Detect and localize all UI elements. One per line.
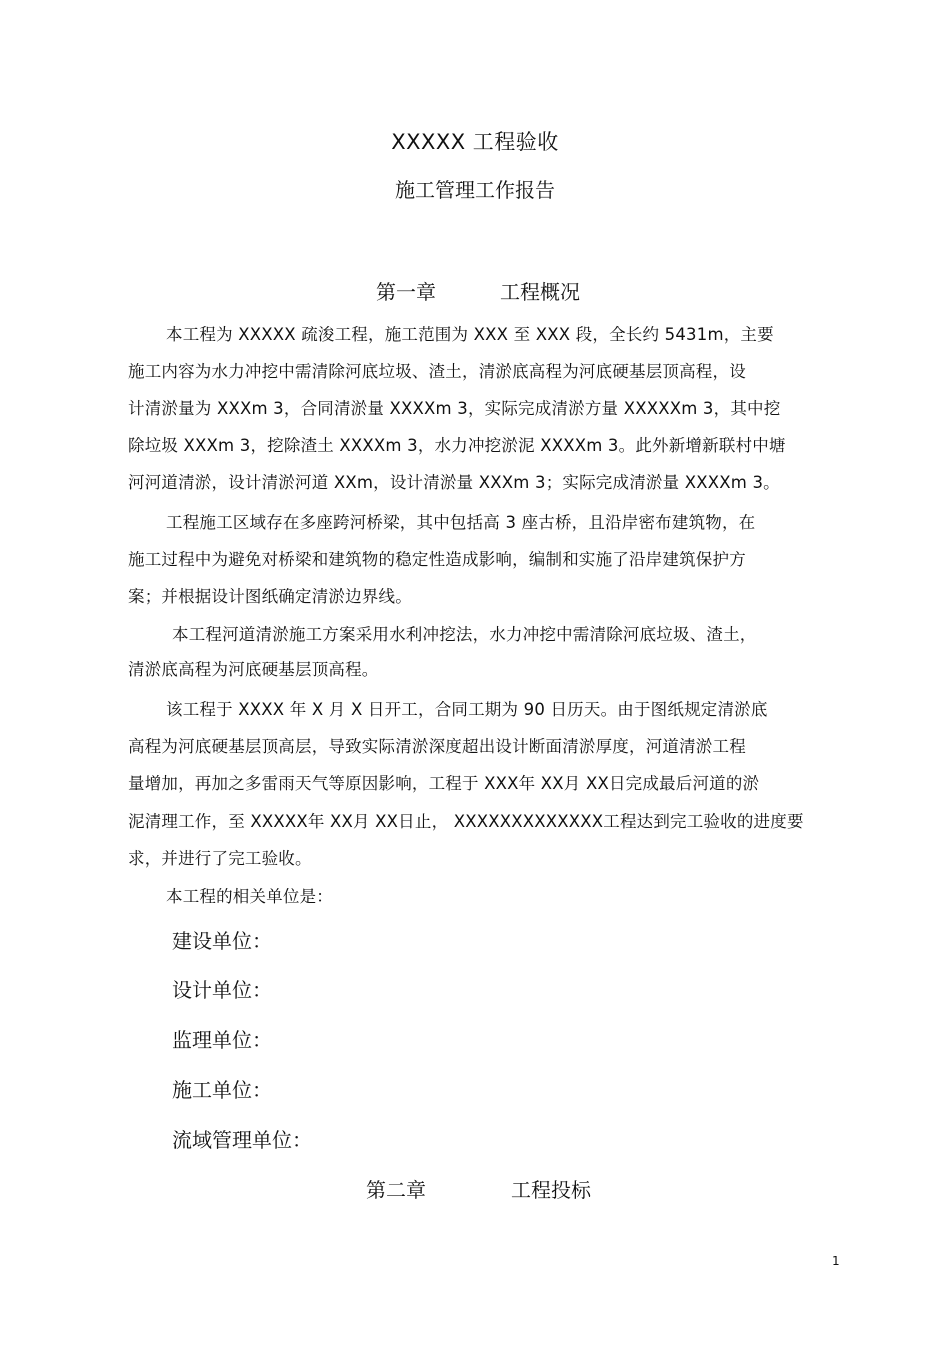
paragraph-1-line-2: 施工内容为水力冲挖中需清除河底垃圾、渣土，清淤底高程为河底硬基层顶高程，设 [128, 362, 746, 381]
page-number: 1 [832, 1254, 840, 1268]
chapter-1-title: 工程概况 [500, 280, 580, 304]
unit-construction-owner: 建设单位： [172, 929, 272, 953]
paragraph-3-line-1: 本工程河道清淤施工方案采用水利冲挖法，水力冲挖中需清除河底垃圾、渣土， [172, 625, 757, 644]
paragraph-1-line-4: 除垃圾 XXXm 3，挖除渣土 XXXXm 3，水力冲挖淤泥 XXXXm 3。此外新增新联村中塘 [128, 436, 786, 455]
document-subtitle: 施工管理工作报告 [395, 178, 555, 202]
unit-basin-management: 流域管理单位： [172, 1128, 312, 1152]
paragraph-4-line-4: 泥清理工作，至 XXXXX年 XX月 XX日止， XXXXXXXXXXXXX工程达到完工验收的进度要 [128, 812, 804, 831]
unit-design: 设计单位： [172, 978, 272, 1002]
unit-supervision: 监理单位： [172, 1028, 272, 1052]
paragraph-4-line-1: 该工程于 XXXX 年 X 月 X 日开工，合同工期为 90 日历天。由于图纸规定清淤底 [166, 700, 768, 719]
paragraph-3-line-2: 清淤底高程为河底硬基层顶高程。 [128, 660, 379, 679]
paragraph-2-line-2: 施工过程中为避免对桥梁和建筑物的稳定性造成影响，编制和实施了沿岸建筑保护方 [128, 550, 746, 569]
paragraph-4-line-5: 求，并进行了完工验收。 [128, 849, 312, 868]
related-units-intro: 本工程的相关单位是： [166, 887, 333, 906]
paragraph-4-line-2: 高程为河底硬基层顶高层，导致实际清淤深度超出设计断面清淤厚度，河道清淤工程 [128, 737, 746, 756]
chapter-1-label: 第一章 [376, 280, 436, 304]
chapter-2-label: 第二章 [366, 1178, 426, 1202]
paragraph-2-line-3: 案；并根据设计图纸确定清淤边界线。 [128, 587, 412, 606]
unit-contractor: 施工单位： [172, 1078, 272, 1102]
paragraph-1-line-5: 河河道清淤，设计清淤河道 XXm，设计清淤量 XXXm 3；实际完成清淤量 XXXXm 3。 [128, 473, 780, 492]
paragraph-1-line-3: 计清淤量为 XXXm 3，合同清淤量 XXXXm 3，实际完成清淤方量 XXXXXm 3，其中挖 [128, 399, 781, 418]
paragraph-1-line-1: 本工程为 XXXXX 疏浚工程，施工范围为 XXX 至 XXX 段，全长约 5431m，主要 [166, 325, 774, 344]
chapter-2-title: 工程投标 [511, 1178, 591, 1202]
document-title: XXXXX 工程验收 [391, 130, 559, 154]
paragraph-2-line-1: 工程施工区域存在多座跨河桥梁，其中包括高 3 座古桥，且沿岸密布建筑物，在 [166, 513, 756, 532]
paragraph-4-line-3: 量增加，再加之多雷雨天气等原因影响，工程于 XXX年 XX月 XX日完成最后河道的淤 [128, 774, 760, 793]
